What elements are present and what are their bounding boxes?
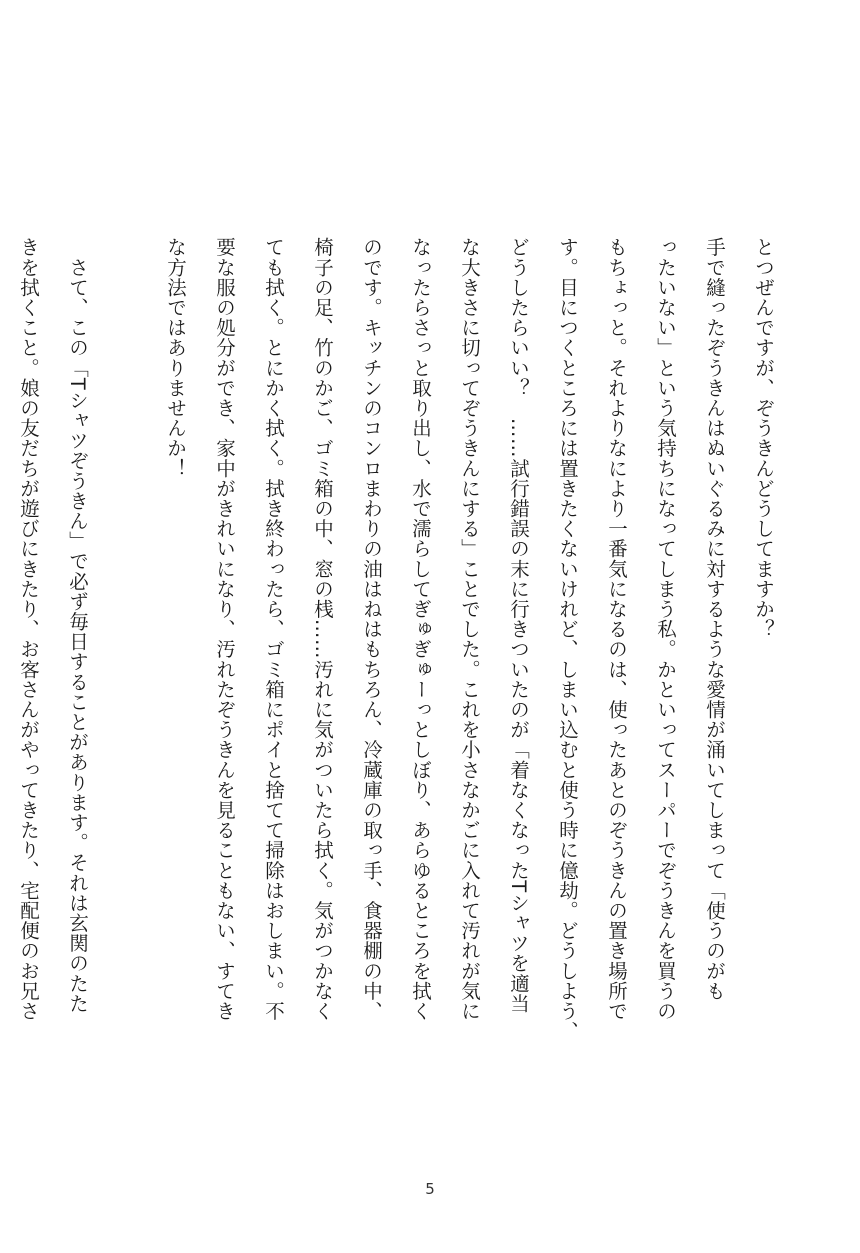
- body-text: [0, 237, 788, 1041]
- text-line: 要な服の処分ができ、家中がきれいになり、汚れたぞうきんを見ることもない、すてき: [213, 237, 236, 1021]
- text-line: なったらさっと取り出し、水で濡らしてぎゅぎゅーっとしぼり、あらゆるところを拭く: [409, 237, 432, 1021]
- text-line: 椅子の足、竹のかご、ゴミ箱の中、窓の桟……汚れに気がついたら拭く。気がつかなく: [311, 237, 334, 1021]
- text-line: きを拭くこと。娘の友だちが遊びにきたり、お客さんがやってきたり、宅配便のお兄さ: [17, 237, 40, 1021]
- page-number: 5: [425, 1180, 435, 1198]
- text-line: す。目につくところには置きたくないけれど、しまい込むと使う時に億劫。どうしよう、: [556, 237, 579, 1041]
- text-line: のです。キッチンのコンロまわりの油はねはもちろん、冷蔵庫の取っ手、食器棚の中、: [360, 237, 383, 1021]
- text-line: ったいない」という気持ちになってしまう私。かといってスーパーでぞうきんを買うの: [654, 237, 677, 1021]
- text-line: な大きさに切ってぞうきんにする」ことでした。これを小さなかごに入れて汚れが気に: [458, 237, 481, 1021]
- text-line: もちょっと。それよりなにより一番気になるのは、使ったあとのぞうきんの置き場所で: [605, 237, 628, 1021]
- text-line: [0, 237, 4, 997]
- text-line: な方法ではありませんか！: [164, 237, 187, 479]
- text-line: どうしたらいい？ ……試行錯誤の末に行きついたのが「着なくなったTシャツを適当: [507, 237, 530, 1014]
- text-line: さて、この「Tシャツぞうきん」で必ず毎日することがあります。それは玄関のたた: [66, 237, 89, 1014]
- paragraph-gap: [102, 237, 151, 997]
- text-line: 手で縫ったぞうきんはぬいぐるみに対するような愛情が涌いてしまって「使うのがも: [703, 237, 726, 1001]
- text-line: とつぜんですが、ぞうきんどうしてますか？: [752, 237, 775, 639]
- text-line: ても拭く。とにかく拭く。拭き終わったら、ゴミ箱にポイと捨てて掃除はおしまい。不: [262, 237, 285, 1021]
